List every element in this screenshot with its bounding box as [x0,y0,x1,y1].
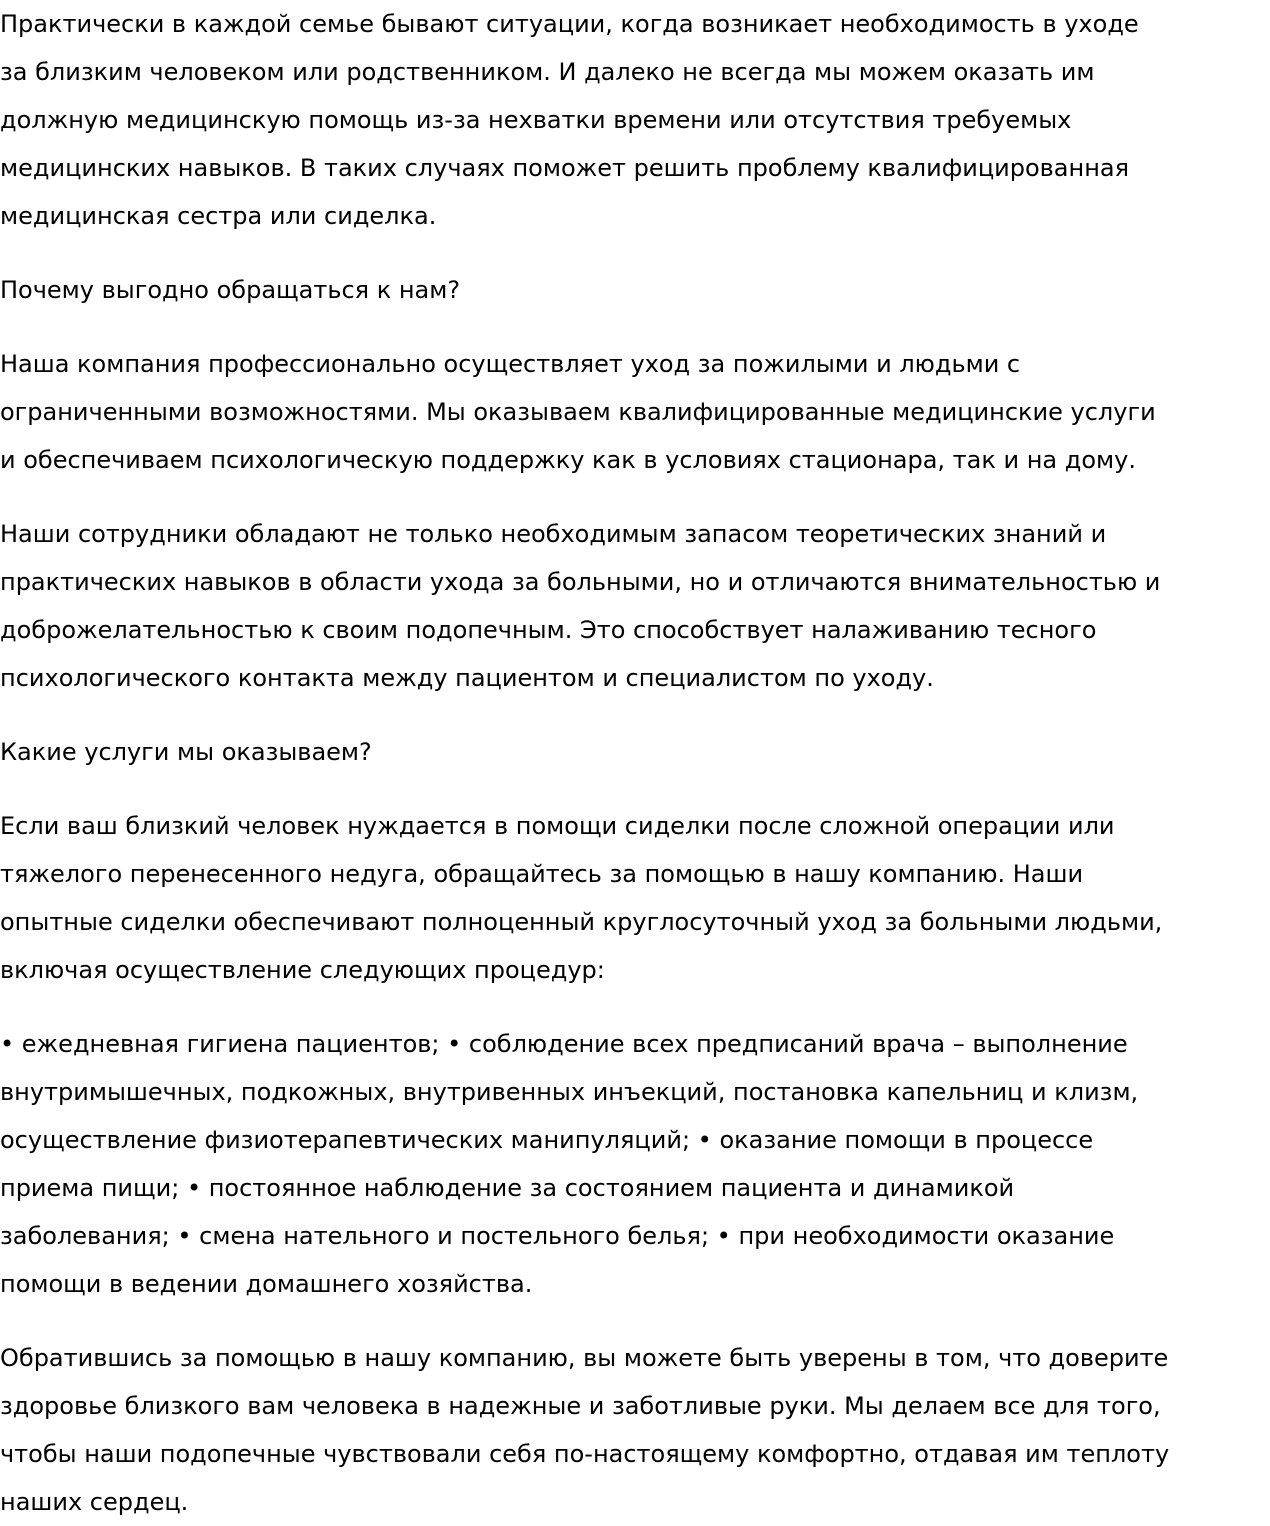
services-intro-line-2: тяжелого перенесенного недуга, обращайтесь за помощью в нашу компанию. Наши [0,860,1084,888]
heading-why-us [0,266,1270,314]
heading-why-us-text: Почему выгодно обращаться к нам? [0,276,461,304]
about-company-paragraph [0,340,1270,484]
about-company-line-3: и обеспечиваем психологическую поддержку как в условиях стационара, так и на дому. [0,446,1136,474]
closing-line-2: здоровье близкого вам человека в надежные и заботливые руки. Мы делаем все для того, [0,1392,1161,1420]
services-intro-line-3: опытные сиделки обеспечивают полноценный круглосуточный уход за больными людьми, [0,908,1163,936]
services-list-paragraph [0,1020,1270,1308]
about-company-line-1: Наша компания профессионально осуществляет уход за пожилыми и людьми с [0,350,1021,378]
intro-line-4: медицинских навыков. В таких случаях поможет решить проблему квалифицированная [0,154,1130,182]
services-list-line-3: осуществление физиотерапевтических манипуляций; • оказание помощи в процессе [0,1126,1094,1154]
closing-line-1: Обратившись за помощью в нашу компанию, вы можете быть уверены в том, что доверите [0,1344,1169,1372]
about-staff-line-1: Наши сотрудники обладают не только необходимым запасом теоретических знаний и [0,520,1107,548]
services-list-line-4: приема пищи; • постоянное наблюдение за состоянием пациента и динамикой [0,1174,1015,1202]
intro-paragraph [0,0,1270,240]
intro-line-1: Практически в каждой семье бывают ситуации, когда возникает необходимость в уходе [0,10,1139,38]
services-intro-line-1: Если ваш близкий человек нуждается в помощи сиделки после сложной операции или [0,812,1115,840]
services-list-line-2: внутримышечных, подкожных, внутривенных инъекций, постановка капельниц и клизм, [0,1078,1139,1106]
services-intro-paragraph [0,802,1270,994]
about-staff-line-3: доброжелательностью к своим подопечным. Это способствует налаживанию тесного [0,616,1097,644]
about-company-line-2: ограниченными возможностями. Мы оказываем квалифицированные медицинские услуги [0,398,1156,426]
about-staff-line-2: практических навыков в области ухода за больными, но и отличаются внимательностью и [0,568,1161,596]
closing-line-4: наших сердец. [0,1488,189,1516]
intro-line-2: за близким человеком или родственником. И далеко не всегда мы можем оказать им [0,58,1095,86]
services-intro-line-4: включая осуществление следующих процедур: [0,956,605,984]
services-list-line-5: заболевания; • смена нательного и постельного белья; • при необходимости оказание [0,1222,1115,1250]
closing-line-3: чтобы наши подопечные чувствовали себя по-настоящему комфортно, отдавая им теплоту [0,1440,1170,1468]
intro-line-5: медицинская сестра или сиделка. [0,202,437,230]
intro-line-3: должную медицинскую помощь из-за нехватки времени или отсутствия требуемых [0,106,1072,134]
closing-paragraph [0,1334,1270,1526]
about-staff-line-4: психологического контакта между пациентом и специалистом по уходу. [0,664,934,692]
about-staff-paragraph [0,510,1270,702]
services-list-line-6: помощи в ведении домашнего хозяйства. [0,1270,533,1298]
heading-services [0,728,1270,776]
services-list-line-1: • ежедневная гигиена пациентов; • соблюдение всех предписаний врача – выполнение [0,1030,1128,1058]
heading-services-text: Какие услуги мы оказываем? [0,738,372,766]
